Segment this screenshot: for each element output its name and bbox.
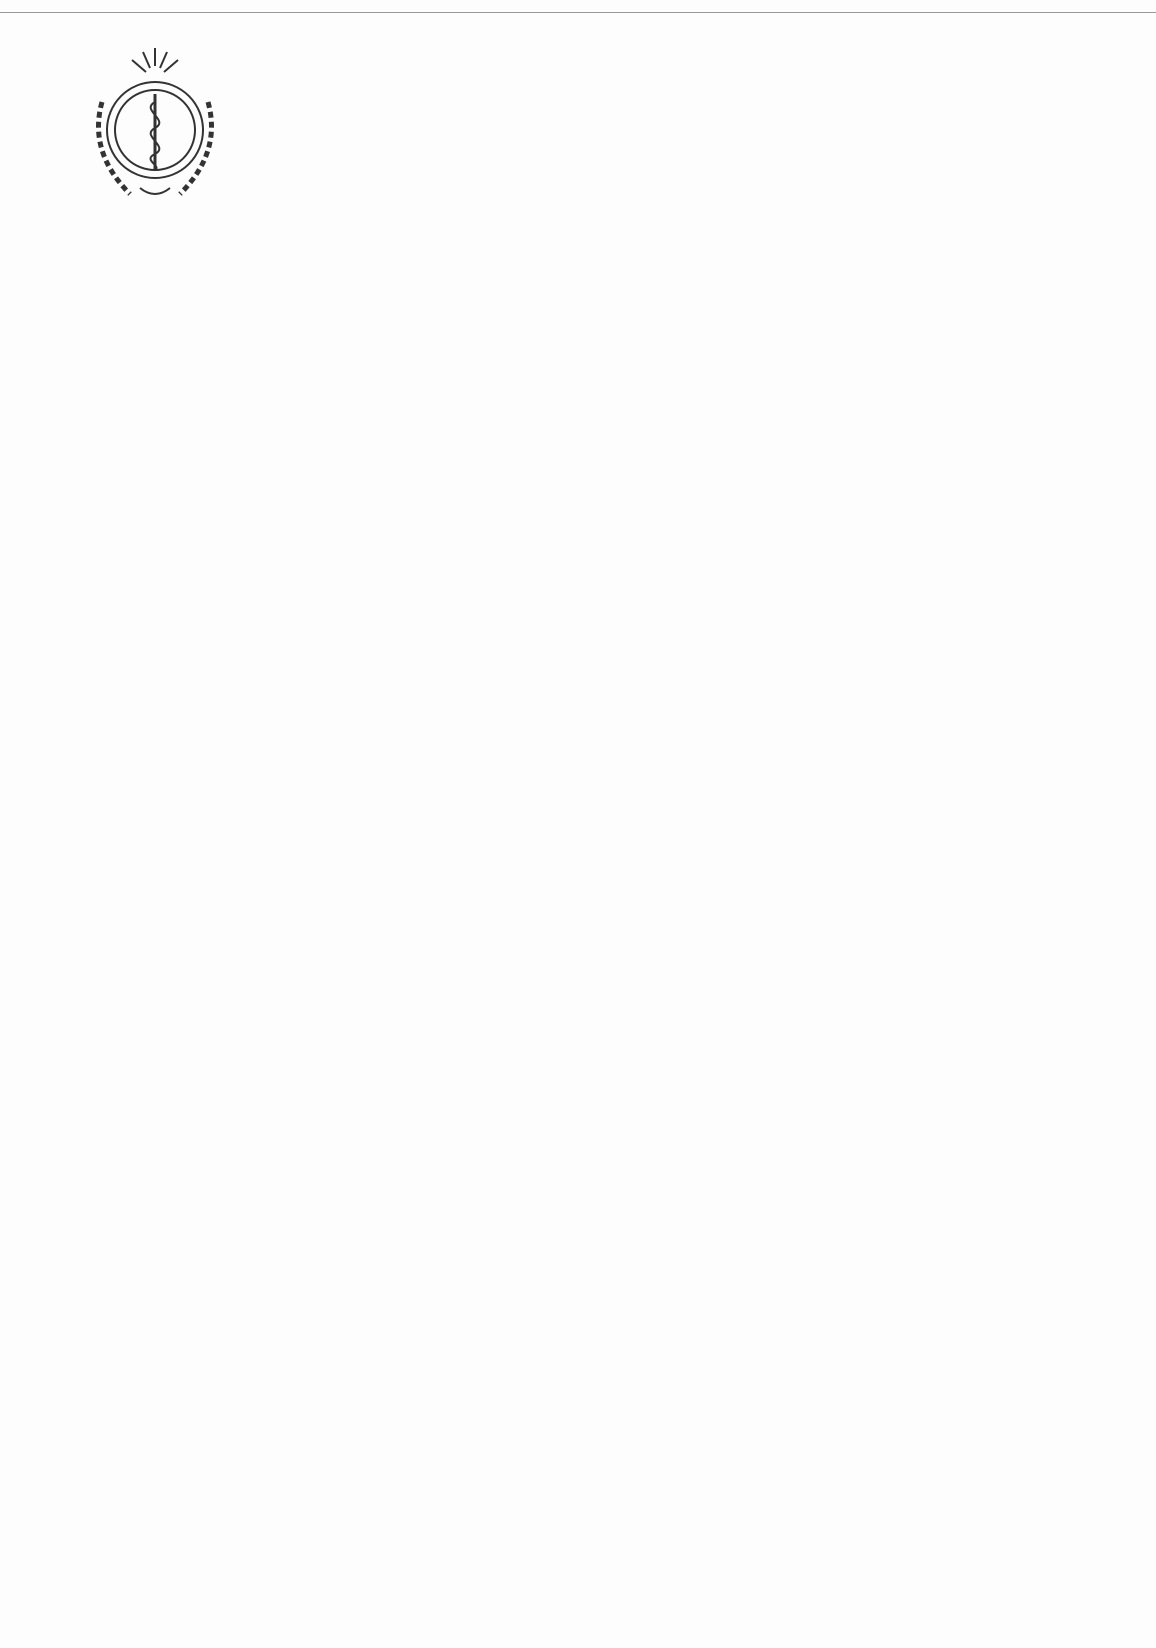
top-border-line xyxy=(0,12,1156,13)
ministry-emblem-icon xyxy=(80,42,230,212)
